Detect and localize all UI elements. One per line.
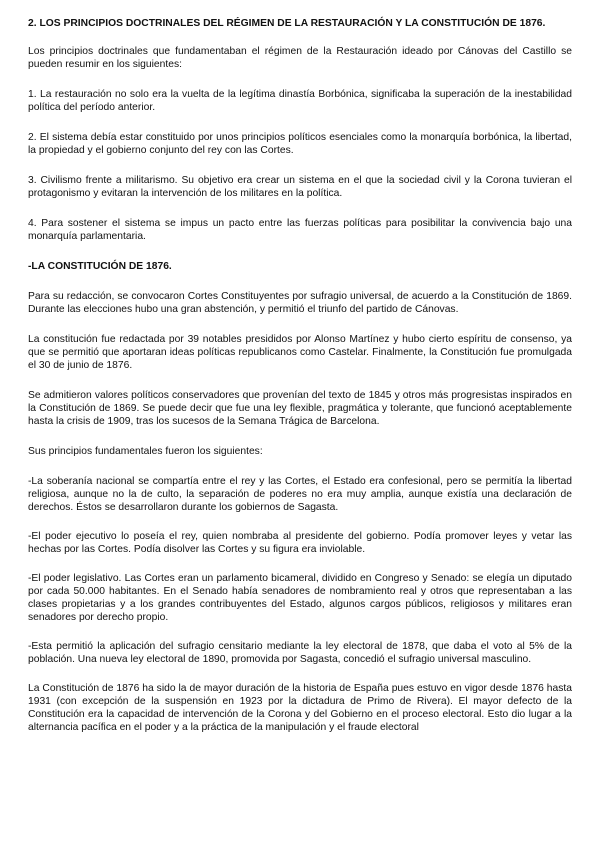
constitution-paragraph: Para su redacción, se convocaron Cortes Constituyentes por sufragio universal, de acuerdo a la Constitución de 1869. Durante las elecciones hubo una gran abstención, y permitió el triunfo del partido de Cánovas.: [28, 291, 572, 315]
document-page: [28, 17, 572, 751]
constitution-paragraph: Sus principios fundamentales fueron los siguientes:: [28, 446, 263, 457]
principle-item: 1. La restauración no solo era la vuelta de la legítima dinastía Borbónica, significaba la superación de la inestabilidad política del período anterior.: [28, 89, 572, 113]
principle-item: 4. Para sostener el sistema se impus un pacto entre las fuerzas políticas para posibilitar la convivencia bajo una monarquía parlamentaria.: [28, 218, 572, 242]
fundamental-item: -El poder legislativo. Las Cortes eran un parlamento bicameral, dividido en Congreso y Senado: se elegía un diputado por cada 50.000 habitantes. En el Senado había senadores de nombramiento real y otros que representaban a las clases propietarias y a los grandes contribuyentes del Estado, algunos cargos públicos, religiosos y militares eran senadores por derecho propio.: [28, 573, 572, 623]
constitution-paragraph: Se admitieron valores políticos conservadores que provenían del texto de 1845 y otros más progresistas inspirados en la Constitución de 1869. Se puede decir que fue una ley flexible, pragmática y tolerante, que funcionó aceptablemente hasta la crisis de 1909, tras los sucesos de la Semana Trágica de Barcelona.: [28, 390, 572, 427]
section-title: -LA CONSTITUCIÓN DE 1876.: [28, 261, 172, 272]
fundamental-item: -El poder ejecutivo lo poseía el rey, quien nombraba al presidente del gobierno. Podía promover leyes y vetar las hechas por las Cortes. Podía disolver las Cortes y su figura era inviolable.: [28, 531, 572, 555]
intro-paragraph: Los principios doctrinales que fundamentaban el régimen de la Restauración ideado por Cánovas del Castillo se pueden resumir en los siguientes:: [28, 46, 572, 70]
principle-item: 2. El sistema debía estar constituido por unos principios políticos esenciales como la monarquía borbónica, la libertad, la propiedad y el gobierno conjunto del rey con las Cortes.: [28, 132, 572, 156]
fundamental-item: -Esta permitió la aplicación del sufragio censitario mediante la ley electoral de 1878, que daba el voto al 5% de la población. Una nueva ley electoral de 1890, promovida por Sagasta, concedió el sufragio universal masculino.: [28, 641, 572, 665]
principle-item: 3. Civilismo frente a militarismo. Su objetivo era crear un sistema en el que la sociedad civil y la Corona tuvieran el protagonismo y evitaran la intervención de los militares en la política.: [28, 175, 572, 199]
document-title: 2. LOS PRINCIPIOS DOCTRINALES DEL RÉGIMEN DE LA RESTAURACIÓN Y LA CONSTITUCIÓN DE 1876.: [28, 18, 546, 29]
fundamental-item: -La soberanía nacional se compartía entre el rey y las Cortes, el Estado era confesional, pero se permitía la libertad religiosa, aunque no la de culto, la separación de poderes no era muy amplia, aunque existía una declaración de derechos. Éstos se desarrollaron durante los gobiernos de Sagasta.: [28, 476, 572, 513]
conclusion-paragraph: La Constitución de 1876 ha sido la de mayor duración de la historia de España pues estuvo en vigor desde 1876 hasta 1931 (con excepción de la suspensión en 1923 por la dictadura de Primo de Rivera). El mayor defecto de la Constitución era la capacidad de intervención de la Corona y del Gobierno en el proceso electoral. Esto dio lugar a la alternancia pacífica en el poder y a la práctica de la manipulación y el fraude electoral: [28, 683, 572, 733]
constitution-paragraph: La constitución fue redactada por 39 notables presididos por Alonso Martínez y hubo cierto espíritu de consenso, ya que se permitió que aportaran ideas políticas republicanos como Castelar. Finalmente, la Constitución fue promulgada el 30 de junio de 1876.: [28, 334, 572, 371]
